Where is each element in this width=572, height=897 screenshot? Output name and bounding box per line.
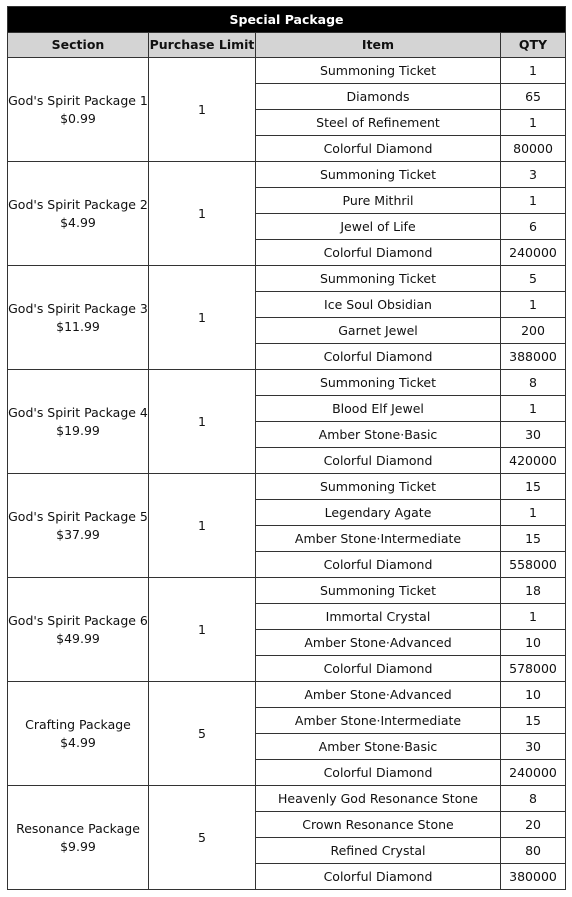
qty-cell: 6 [501,214,566,240]
qty-cell: 1 [501,188,566,214]
package-name: God's Spirit Package 3 [8,300,148,316]
header-item: Item [256,33,501,58]
item-cell: Amber Stone·Basic [256,734,501,760]
package-name: God's Spirit Package 1 [8,92,148,108]
qty-cell: 8 [501,370,566,396]
item-cell: Colorful Diamond [256,656,501,682]
item-cell: Refined Crystal [256,838,501,864]
purchase-limit-cell: 1 [149,474,256,578]
qty-cell: 420000 [501,448,566,474]
package-price: $19.99 [56,422,100,438]
item-cell: Pure Mithril [256,188,501,214]
item-cell: Amber Stone·Basic [256,422,501,448]
package-price: $0.99 [60,110,96,126]
item-cell: Jewel of Life [256,214,501,240]
qty-cell: 200 [501,318,566,344]
qty-cell: 240000 [501,240,566,266]
item-cell: Amber Stone·Intermediate [256,526,501,552]
qty-cell: 388000 [501,344,566,370]
item-cell: Garnet Jewel [256,318,501,344]
item-cell: Summoning Ticket [256,578,501,604]
table-row [8,474,566,500]
item-cell: Colorful Diamond [256,552,501,578]
qty-cell: 80 [501,838,566,864]
qty-cell: 30 [501,422,566,448]
table-row [8,58,566,84]
package-section-cell [8,682,149,786]
package-price: $9.99 [60,838,96,854]
qty-cell: 1 [501,396,566,422]
package-price: $4.99 [60,214,96,230]
package-section-cell [8,266,149,370]
item-cell: Diamonds [256,84,501,110]
qty-cell: 1 [501,292,566,318]
table-row [8,682,566,708]
qty-cell: 558000 [501,552,566,578]
purchase-limit-cell: 1 [149,162,256,266]
package-name: God's Spirit Package 4 [8,404,148,420]
table-header-row [8,33,566,58]
qty-cell: 80000 [501,136,566,162]
table-title: Special Package [8,7,566,33]
table-row [8,162,566,188]
item-cell: Legendary Agate [256,500,501,526]
item-cell: Immortal Crystal [256,604,501,630]
qty-cell: 15 [501,474,566,500]
qty-cell: 30 [501,734,566,760]
qty-cell: 1 [501,604,566,630]
package-price: $49.99 [56,630,100,646]
item-cell: Summoning Ticket [256,474,501,500]
package-price: $37.99 [56,526,100,542]
purchase-limit-cell: 5 [149,682,256,786]
qty-cell: 380000 [501,864,566,890]
qty-cell: 3 [501,162,566,188]
qty-cell: 15 [501,708,566,734]
item-cell: Heavenly God Resonance Stone [256,786,501,812]
package-section-cell [8,162,149,266]
item-cell: Amber Stone·Advanced [256,682,501,708]
package-section-cell [8,370,149,474]
table-row [8,578,566,604]
package-section-cell [8,474,149,578]
purchase-limit-cell: 5 [149,786,256,890]
qty-cell: 578000 [501,656,566,682]
item-cell: Amber Stone·Advanced [256,630,501,656]
item-cell: Colorful Diamond [256,448,501,474]
item-cell: Colorful Diamond [256,760,501,786]
item-cell: Summoning Ticket [256,370,501,396]
qty-cell: 65 [501,84,566,110]
header-section: Section [8,33,149,58]
table-row [8,786,566,812]
package-name: God's Spirit Package 5 [8,508,148,524]
package-name: Crafting Package [25,716,131,732]
table-title-row [8,7,566,33]
table-row [8,370,566,396]
purchase-limit-cell: 1 [149,578,256,682]
package-price: $11.99 [56,318,100,334]
qty-cell: 5 [501,266,566,292]
item-cell: Ice Soul Obsidian [256,292,501,318]
item-cell: Crown Resonance Stone [256,812,501,838]
qty-cell: 240000 [501,760,566,786]
package-name: God's Spirit Package 6 [8,612,148,628]
header-qty: QTY [501,33,566,58]
qty-cell: 10 [501,630,566,656]
qty-cell: 8 [501,786,566,812]
qty-cell: 15 [501,526,566,552]
header-purchase-limit: Purchase Limit [149,33,256,58]
special-package-table-wrapper [7,6,565,890]
item-cell: Colorful Diamond [256,344,501,370]
qty-cell: 10 [501,682,566,708]
purchase-limit-cell: 1 [149,266,256,370]
qty-cell: 1 [501,58,566,84]
item-cell: Colorful Diamond [256,864,501,890]
qty-cell: 1 [501,500,566,526]
package-name: God's Spirit Package 2 [8,196,148,212]
item-cell: Steel of Refinement [256,110,501,136]
item-cell: Colorful Diamond [256,136,501,162]
qty-cell: 20 [501,812,566,838]
package-name: Resonance Package [16,820,140,836]
item-cell: Amber Stone·Intermediate [256,708,501,734]
purchase-limit-cell: 1 [149,58,256,162]
special-package-table [7,6,566,890]
qty-cell: 1 [501,110,566,136]
package-price: $4.99 [60,734,96,750]
item-cell: Summoning Ticket [256,58,501,84]
purchase-limit-cell: 1 [149,370,256,474]
package-section-cell [8,578,149,682]
table-row [8,266,566,292]
table-body [8,58,566,890]
item-cell: Summoning Ticket [256,266,501,292]
item-cell: Summoning Ticket [256,162,501,188]
qty-cell: 18 [501,578,566,604]
package-section-cell [8,58,149,162]
package-section-cell [8,786,149,890]
item-cell: Colorful Diamond [256,240,501,266]
item-cell: Blood Elf Jewel [256,396,501,422]
